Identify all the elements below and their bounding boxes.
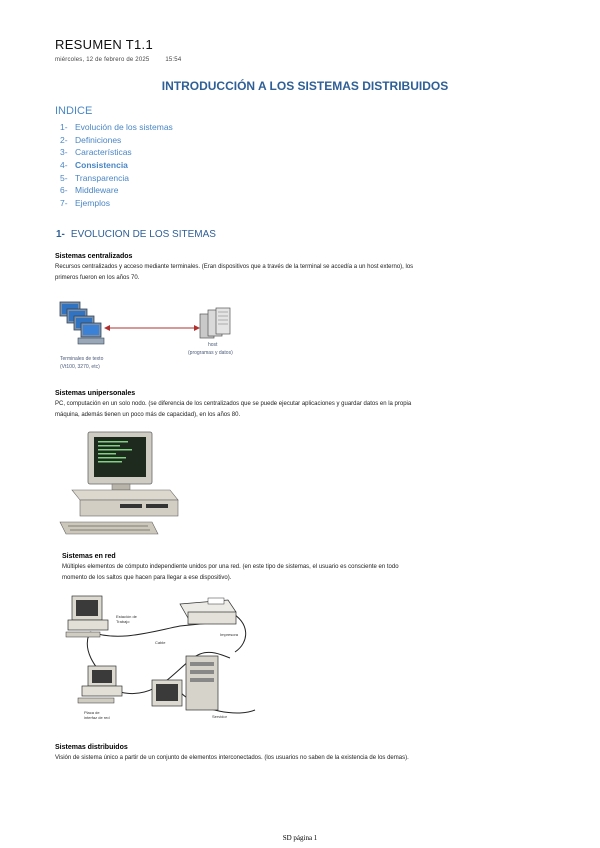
index-heading: INDICE [55, 105, 93, 117]
section-heading-evolucion: 1- EVOLUCION DE LOS SITEMAS [56, 229, 216, 240]
monitor-icon [152, 680, 182, 706]
toc-item[interactable]: 4- Consistencia [60, 160, 128, 171]
toc-item[interactable]: 1- Evolución de los sistemas [60, 122, 173, 132]
toc-item[interactable]: 2- Definiciones [60, 134, 122, 145]
toc-item[interactable]: 7- Ejemplos [60, 198, 110, 209]
toc-item[interactable]: 5- Transparencia [60, 172, 130, 183]
label-cable: Cable [155, 640, 166, 645]
page-date-time [55, 57, 195, 63]
workstation-nic-icon [78, 666, 122, 703]
subheading-centralizados: Sistemas centralizados [55, 253, 133, 260]
server-icon [186, 656, 218, 710]
network-system-diagram [60, 592, 280, 730]
subheading-distribuidos: Sistemas distribuidos [55, 744, 128, 751]
label-servidor: Servidor [212, 714, 227, 719]
page-title: RESUMEN T1.1 [55, 37, 153, 52]
main-heading: INTRODUCCIÓN A LOS SISTEMAS DISTRIBUIDOS [161, 79, 449, 93]
page-date: miércoles, 12 de febrero de 2025 [55, 57, 150, 63]
table-of-contents [60, 121, 173, 210]
printer-icon [180, 598, 236, 624]
subheading-red: Sistemas en red [62, 553, 116, 560]
label-trabajo: Trabajo [116, 619, 130, 624]
terminals-icon [60, 302, 104, 344]
centralized-system-diagram [58, 298, 258, 376]
label-placa: Placa de [84, 710, 100, 715]
host-label: host [208, 342, 218, 348]
page-footer: SD página 1 [282, 834, 318, 842]
page-time: 15:54 [165, 57, 182, 63]
workstation-icon [66, 596, 108, 637]
terminal-label-types: (Vt100, 3270, etc) [60, 364, 100, 370]
label-impresora: Impresora [220, 632, 239, 637]
paragraph-centralizados: Recursos centralizados y acceso mediante terminales. (Eran dispositivos que a través de la terminal se accedía a un host externo), los primeros fueron en los años 70. [55, 264, 414, 281]
subheading-unipersonales: Sistemas unipersonales [55, 390, 136, 397]
paragraph-red: Múltiples elementos de cómputo independiente unidos por una red. (en este tipo de sistemas, el usuario es consciente en todo momento de los saltos que hacen para llegar a ese dispositivo). [62, 564, 399, 581]
label-estacion: Estación de [116, 614, 137, 619]
toc-item[interactable]: 6- Middleware [60, 185, 119, 196]
paragraph-distribuidos: Visión de sistema único a partir de un conjunto de elementos interconectados. (los usuarios no saben de la existencia de los demas). [55, 755, 409, 761]
host-servers-icon [200, 308, 230, 338]
personal-computer-image [58, 430, 188, 540]
terminal-label: Terminales de texto [60, 356, 104, 362]
label-interfaz-red: interfaz de red [84, 715, 110, 720]
paragraph-unipersonales: PC, computación en un solo nodo. (se diferencia de los centralizados que se puede ejecutar aplicaciones y guardar datos en la propia máquina, además tienen un poco más de capacidad), en los años 80. [55, 401, 412, 418]
host-label-detail: (programas y datos) [188, 350, 233, 356]
toc-item[interactable]: 3- Características [60, 147, 132, 158]
